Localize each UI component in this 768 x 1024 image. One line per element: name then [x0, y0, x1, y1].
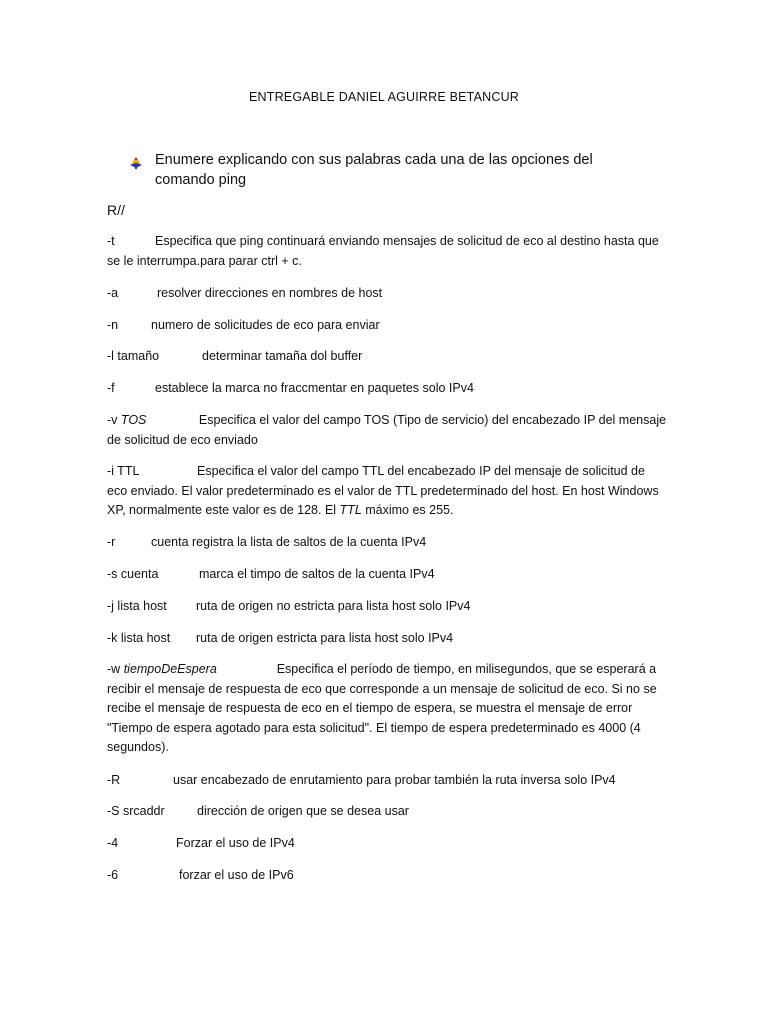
option-flag: -R	[107, 773, 121, 787]
option-flag: -r	[107, 535, 116, 549]
option-l	[107, 347, 667, 367]
option-6	[107, 866, 667, 886]
option-a	[107, 284, 667, 304]
option-desc: máximo es 255.	[361, 503, 454, 517]
option-t	[107, 232, 667, 271]
option-flag: -k lista host	[107, 631, 171, 645]
option-desc: Especifica el valor del campo TTL del encabezado IP del mensaje de solicitud de eco enviado. El valor predeterminado es el valor de TTL predeterminado del host. En host Windows XP, normalmente este valor es de 128. El	[107, 464, 659, 517]
bullet-icon	[128, 154, 144, 170]
option-desc: marca el timpo de saltos de la cuenta IPv4	[199, 567, 435, 581]
option-flag: -f	[107, 381, 115, 395]
option-desc: ruta de origen no estricta para lista host solo IPv4	[196, 599, 471, 613]
question-text: Enumere explicando con sus palabras cada una de las opciones del comando ping	[155, 152, 593, 188]
option-flag: -4	[107, 836, 119, 850]
option-desc-italic: TTL	[339, 503, 362, 517]
option-s	[107, 565, 667, 585]
option-flag-arg: TOS	[120, 413, 147, 427]
option-flag: -i TTL	[107, 464, 140, 478]
answer-mark: R//	[107, 202, 125, 218]
option-flag-arg: tiempoDeEspera	[123, 662, 217, 676]
option-flag: -t	[107, 234, 115, 248]
option-v	[107, 411, 667, 450]
option-flag: -v	[107, 413, 118, 427]
option-desc: resolver direcciones en nombres de host	[157, 286, 383, 300]
option-r	[107, 533, 667, 553]
option-desc: establece la marca no fraccmentar en paquetes solo IPv4	[155, 381, 474, 395]
option-desc: Especifica el período de tiempo, en milisegundos, que se esperará a recibir el mensaje de respuesta de eco que corresponde a un mensaje de solicitud de eco. Si no se recibe el mensaje de respuesta de eco en el tiempo de espera, se muestra el mensaje de error "Tiempo de espera agotado para esta solicitud". El tiempo de espera predeterminado es 4000 (4 segundos).	[107, 662, 657, 754]
option-flag: -w	[107, 662, 121, 676]
option-desc: usar encabezado de enrutamiento para probar también la ruta inversa solo IPv4	[173, 773, 616, 787]
option-desc: Especifica que ping continuará enviando mensajes de solicitud de eco al destino hasta que se le interrumpa.para parar ctrl + c.	[107, 234, 659, 268]
option-flag: -s cuenta	[107, 567, 159, 581]
option-4	[107, 834, 667, 854]
option-flag: -l tamaño	[107, 349, 160, 363]
option-desc: cuenta registra la lista de saltos de la cuenta IPv4	[151, 535, 427, 549]
option-f	[107, 379, 667, 399]
option-desc: dirección de origen que se desea usar	[197, 804, 409, 818]
document-title: ENTREGABLE DANIEL AGUIRRE BETANCUR	[248, 90, 520, 104]
option-i	[107, 462, 667, 521]
option-n	[107, 316, 667, 336]
option-desc: ruta de origen estricta para lista host solo IPv4	[196, 631, 454, 645]
option-S-upper	[107, 802, 667, 822]
option-R-upper	[107, 771, 667, 791]
option-desc: numero de solicitudes de eco para enviar	[151, 318, 380, 332]
option-desc: Especifica el valor del campo TOS (Tipo de servicio) del encabezado IP del mensaje de solicitud de eco enviado	[107, 413, 667, 447]
option-w	[107, 660, 667, 758]
option-k	[107, 629, 667, 649]
option-j	[107, 597, 667, 617]
option-desc: forzar el uso de IPv6	[179, 868, 294, 882]
option-flag: -S srcaddr	[107, 804, 165, 818]
option-flag: -6	[107, 868, 119, 882]
option-desc: determinar tamaña dol buffer	[202, 349, 363, 363]
option-desc: Forzar el uso de IPv4	[176, 836, 295, 850]
option-flag: -n	[107, 318, 119, 332]
option-flag: -j lista host	[107, 599, 167, 613]
option-flag: -a	[107, 286, 119, 300]
